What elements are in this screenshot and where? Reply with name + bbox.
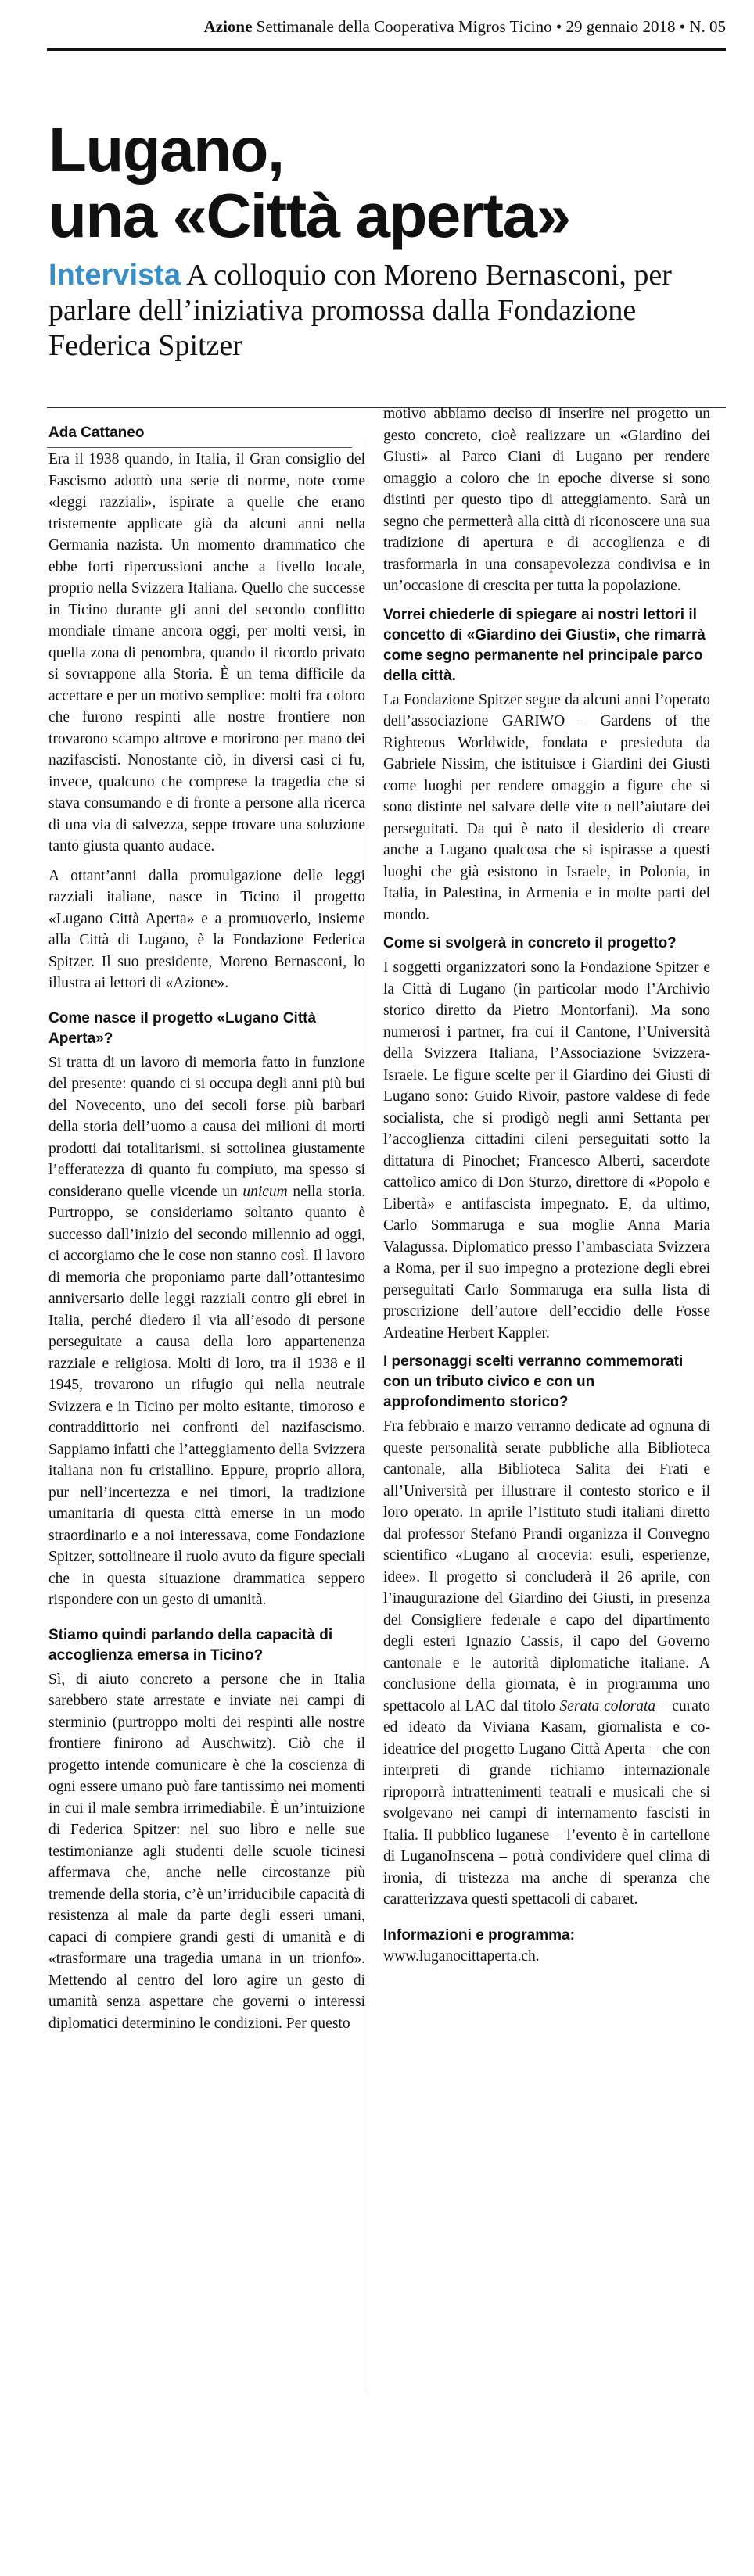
interview-question: Come nasce il progetto «Lugano Città Aperta»?: [48, 1009, 317, 1047]
masthead-rule: [47, 48, 726, 51]
answer-text: – curato ed ideato da Viviana Kasam, giornalista e co-ideatrice del progetto Lugano Città Aperta – che con interpreti di grande richiamo internazionale riproporrà intrattenimenti teatrali e musicali che si svolgevano nei campi di internamento fascisti in Italia. Il pubblico luganese – l’evento è in cartellone di LuganoInscena – potrà condividere quel clima di ironia, di tristezza ma anche di speranza che caratterizzava questi spettacoli di cabaret.: [383, 1697, 711, 1908]
interview-answer: [383, 1416, 710, 1911]
masthead-tagline: Settimanale della Cooperativa Migros Ticino: [256, 17, 552, 36]
masthead-date: 29 gennaio 2018: [566, 17, 676, 36]
masthead-separator-2: •: [679, 17, 686, 36]
interview-question: I personaggi scelti verranno commemorati con un tributo civico e con un approfondimento storico?: [383, 1353, 684, 1410]
article-column-left: [48, 422, 365, 2042]
body-paragraph: motivo abbiamo deciso di inserire nel progetto un gesto concreto, cioè realizzare un «Giardino dei Giusti» al Parco Ciani di Lugano per rendere omaggio a coloro che in epoche diverse si sono distinti per questo tipo di atteggiamento. Sarà un segno che permetterà alla città di riconoscere una sua tradizione di apertura e di accoglienza e di trasformarla in una consapevolezza condivisa e in un’occasione di crescita per tutta la popolazione.: [383, 406, 710, 594]
body-paragraph: A ottant’anni dalla promulgazione delle leggi razziali italiane, nasce in Ticino il progetto «Lugano Città Aperta» e a promuoverlo, insieme alla Città di Lugano, è la Fondazione Federica Spitzer. Il suo presidente, Moreno Bernasconi, lo illustra ai lettori di «Azione».: [48, 867, 365, 991]
headline-line-1: Lugano,: [48, 115, 284, 185]
interview-question: Come si svolgerà in concreto il progetto?: [383, 935, 677, 951]
answer-emphasis: Serata colorata: [559, 1697, 656, 1714]
author-byline: Ada Cattaneo: [48, 425, 145, 441]
answer-text: nella storia. Purtroppo, se consideriamo soltanto quanto è successo dall’inizio del secondo millennio ad oggi, ci accorgiamo che le cose non stanno così. Il lavoro di memoria che proponiamo parte dall’ottantesimo anniversario delle leggi razziali contro gli ebrei in Italia, perché diedero il via all’esodo di persone perseguitate a causa della loro appartenenza razziale e religiosa. Molti di loro, tra il 1938 e il 1945, trovarono un rifugio qui nella neutrale Svizzera e in Ticino per molto esitante, timoroso e contraddittorio nei confronti del nazifascismo. Sappiamo infatti che l’atteggiamento della Svizzera italiana non fu cristallino. Eppure, proprio allora, pur nell’incertezza e nei timori, la tradizione umanitaria di questa città emerse in un modo straordinario e a noi interessava, come Fondazione Spitzer, sottolineare il ruolo avuto da figure speciali che in questa situazione drammatica seppero rispondere con un gesto di umanità.: [48, 1183, 366, 1608]
masthead-brand: Azione: [203, 17, 253, 36]
headline-line-2: una «Città aperta»: [48, 181, 570, 250]
body-paragraph: Era il 1938 quando, in Italia, il Gran consiglio del Fascismo adottò una serie di norme, note come «leggi razziali», ispirate a quelle che erano tristemente applicate già da alcuni anni nella Germania nazista. Un momento drammatico che ebbe forti ripercussioni anche a livello locale, proprio nella Svizzera Italiana. Quello che successe in Ticino durante gli anni del secondo conflitto mondiale rimane ancora oggi, per molti versi, in quella zona di penombra, quando il ricordo privato si sovrappone alla Storia. È un tema difficile da accettare e per un motivo semplice: molti fra coloro che furono respinti alle nostre frontiere non trovarono scampo altrove e morirono per mano dei nazifascisti. Nonostante ciò, in diversi casi ci fu, invece, qualcuno che comprese la tragedia che si stava consumando e di fronte a persone alla ricerca di una via di salvezza, seppe trovare una soluzione tanto giusta quanto audace.: [48, 451, 365, 854]
answer-emphasis: unicum: [242, 1183, 288, 1200]
info-heading: Informazioni e programma:: [383, 1926, 575, 1944]
masthead-separator: •: [555, 17, 562, 36]
answer-text: Si tratta di un lavoro di memoria fatto in funzione del presente: quando ci si occupa degli anni più bui del Novecento, uno dei secoli forse più barbari della storia dell’uomo a causa dei milioni di morti prodotti dai totalitarismi, si sottolinea giustamente l’efferatezza di quanto fu compiuto, ma spesso si considerano quelle vicende un: [48, 1054, 365, 1200]
interview-answer: [48, 1052, 365, 1611]
interview-answer: La Fondazione Spitzer segue da alcuni anni l’operato dell’associazione GARIWO – Gardens of the Righteous Worldwide, fondata e presieduta da Gabriele Nissim, che istituisce i Giardini dei Giusti come luoghi per rendere omaggio a figure che si sono distinte nel salvare delle vite o nell’aiutare dei perseguitati. Da qui è nato il desiderio di creare anche a Lugano qualcosa che si ispirasse a questi luoghi che già esistono in Israele, in Polonia, in Italia, in Palestina, in Armenia e in molte parti del mondo.: [383, 691, 710, 923]
article-column-right: [383, 403, 710, 1968]
article-subtitle: A colloquio con Moreno Bernasconi, per parlare dell’iniziativa promossa dalla Fondazione Federica Spitzer: [48, 259, 672, 362]
interview-question: Vorrei chiederle di spiegare ai nostri lettori il concetto di «Giardino dei Giusti», che rimarrà come segno permanente nel principale parco della città.: [383, 606, 706, 684]
article-intro: [48, 258, 713, 364]
masthead-issue: N. 05: [689, 17, 726, 36]
answer-text: Fra febbraio e marzo verranno dedicate ad ognuna di queste personalità serate pubbliche alla Biblioteca cantonale, alla Biblioteca Salita dei Frati e all’Università per illustrare il contesto storico e il loro operato. In aprile l’Istituto studi italiani diretto dal professor Stefano Prandi organizza il Convegno scientifico «Lugano al crocevia: esuli, esperienze, idee». Il progetto si concluderà il 26 aprile, con l’inaugurazione del Giardino dei Giusti, in presenza del Consigliere federale e capo del dipartimento degli esteri Ignazio Cassis, il capo del Governo cantonale e le autorità diplomatiche italiane. A conclusione della giornata, è in programma uno spettacolo al LAC dal titolo: [383, 1418, 710, 1714]
interview-answer: I soggetti organizzatori sono la Fondazione Spitzer e la Città di Lugano (in particolar modo l’Archivio storico diretto da Pietro Montorfani). Ma sono numerosi i partner, fra cui il Cantone, l’Università della Svizzera Italiana, l’Associazione Svizzera-Israele. Le figure scelte per il Giardino dei Giusti di Lugano sono: Guido Rivoir, pastore valdese di fede socialista, che si prodigò negli anni Settanta per l’accoglienza cittadini cileni perseguitati sotto la dittatura di Pinochet; Francesco Alberti, sacerdote cattolico amico di Don Sturzo, direttore di «Popolo e Libertà» e antifascista impegnato. E, da ultimo, Carlo Sommaruga e sua moglie Anna Maria Valagussa. Diplomatico presso l’ambasciata Svizzera a Roma, per il suo impegno a protezione degli ebrei perseguitati Carlo Sommaruga era sulla lista di proscrizione dell’autore dell’eccidio delle Fosse Ardeatine Herbert Kappler.: [383, 959, 710, 1342]
interview-question: Stiamo quindi parlando della capacità di accoglienza emersa in Ticino?: [48, 1626, 333, 1664]
masthead: [47, 17, 726, 41]
article-kicker: Intervista: [48, 259, 181, 292]
website-link[interactable]: www.luganocittaperta.ch.: [383, 1948, 540, 1965]
article-headline: [48, 117, 721, 249]
interview-answer: Sì, di aiuto concreto a persone che in Italia sarebbero state arrestate e inviate nei campi di sterminio (purtroppo molti dei respinti alle nostre frontiere finirono ad Auschwitz). Ciò che il progetto intende comunicare è che la coscienza di ogni essere umano può fare tantissimo nei momenti in cui il male sembra irrimediabile. È un’intuizione di Federica Spitzer: nel suo libro e nelle sue testimonianze agli studenti delle scuole ticinesi affermava che, anche nelle circostanze più tremende della storia, c’è un’irriducibile capacità di resistenza al male da parte degli esseri umani, capaci di compiere grandi gesti di umanità e di «trasformare una tragedia umana in un trionfo». Mettendo al centro del loro agire un gesto di umanità senza aspettare che governi o interessi diplomatici determinino le condizioni. Per questo: [48, 1671, 365, 2032]
